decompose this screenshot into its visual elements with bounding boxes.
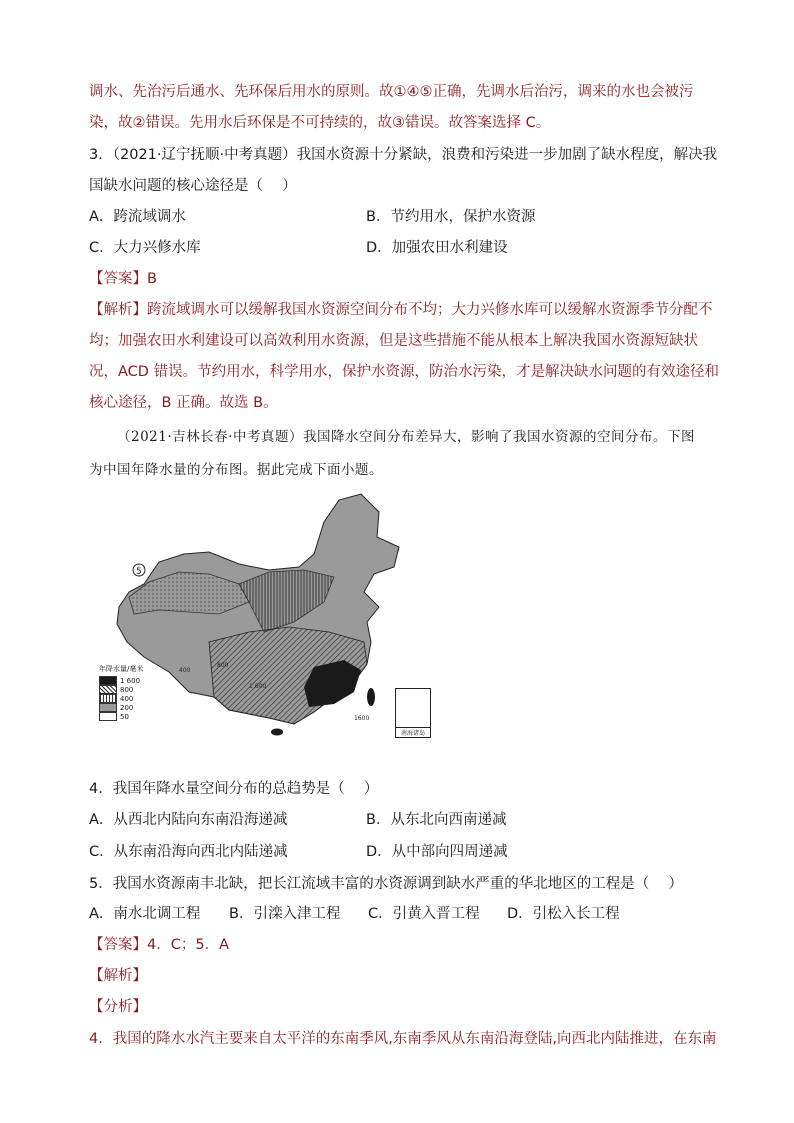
south-china-sea-inset bbox=[395, 688, 431, 738]
q3-option-c: C．大力兴修水库 bbox=[89, 240, 201, 256]
precipitation-map bbox=[99, 492, 431, 737]
map-legend bbox=[99, 664, 159, 721]
taiwan-island bbox=[367, 688, 375, 706]
legend-row bbox=[99, 676, 159, 685]
q3-option-a: A．跨流域调水 bbox=[89, 209, 186, 225]
q3-stem-line1: 3．（2021·辽宁抚顺·中考真题）我国水资源十分紧缺，浪费和污染进一步加剧了缺水程度，解决我 bbox=[89, 147, 718, 163]
legend-value: 1 600 bbox=[120, 676, 141, 685]
legend-row bbox=[99, 703, 159, 712]
q5-option-a: A．南水北调工程 bbox=[89, 906, 201, 922]
legend-value: 400 bbox=[120, 694, 134, 703]
q4-option-a: A．从西北内陆向东南沿海递减 bbox=[89, 812, 288, 828]
legend-value: 50 bbox=[120, 712, 129, 721]
contour-label: 1 600 bbox=[249, 683, 267, 690]
q4-stem: 4．我国年降水量空间分布的总趋势是（ ） bbox=[89, 781, 379, 797]
passage-line2: 为中国年降水量的分布图。据此完成下面小题。 bbox=[89, 462, 383, 478]
top-explanation-line2: 染，故②错误。先用水后环保是不可持续的，故③错误。故答案选择 C。 bbox=[89, 115, 551, 131]
q4-option-b: B．从东北向西南递减 bbox=[366, 812, 507, 828]
q3-stem-line2: 国缺水问题的核心途径是（ ） bbox=[89, 178, 297, 194]
contour-label: 400 bbox=[179, 667, 191, 674]
answers-line: 【答案】4．C；5．A bbox=[89, 937, 229, 953]
legend-swatch bbox=[99, 676, 117, 685]
legend-row bbox=[99, 712, 159, 721]
q3-answer: 【答案】B bbox=[89, 271, 157, 287]
region-marker-label: 5 bbox=[136, 567, 142, 577]
q5-stem: 5．我国水资源南丰北缺，把长江流域丰富的水资源调到缺水严重的华北地区的工程是（ ） bbox=[89, 876, 683, 892]
legend-row bbox=[99, 694, 159, 703]
legend-title: 年降水量/毫米 bbox=[99, 665, 144, 673]
q4-option-d: D．从中部向四周递减 bbox=[366, 844, 508, 860]
q3-option-d: D．加强农田水利建设 bbox=[366, 240, 508, 256]
q5-option-b: B．引滦入津工程 bbox=[229, 906, 341, 922]
hainan-island bbox=[271, 729, 283, 736]
q5-option-d: D．引松入长工程 bbox=[507, 906, 620, 922]
fenxi-heading: 【分析】 bbox=[89, 999, 147, 1015]
q3-analysis-line3: 况，ACD 错误。节约用水，科学用水，保护水资源，防治水污染，才是解决缺水问题的有效途径和 bbox=[89, 364, 720, 380]
legend-swatch bbox=[99, 685, 117, 694]
legend-row bbox=[99, 685, 159, 694]
top-explanation-line1: 调水、先治污后通水、先环保后用水的原则。故①④⑤正确，先调水后治污，调来的水也会被污 bbox=[89, 84, 694, 100]
analysis-heading: 【解析】 bbox=[89, 968, 147, 984]
legend-swatch bbox=[99, 694, 117, 703]
q3-option-b: B．节约用水，保护水资源 bbox=[366, 209, 536, 225]
q3-analysis-line2: 均；加强农田水利建设可以高效利用水资源，但是这些措施不能从根本上解决我国水资源短缺状 bbox=[89, 333, 698, 349]
legend-value: 200 bbox=[120, 703, 134, 712]
legend-swatch bbox=[99, 703, 117, 712]
contour-label: 1600 bbox=[354, 715, 370, 722]
inset-label: 南海诸岛 bbox=[396, 727, 430, 737]
q3-analysis-line4: 核心途径，B 正确。故选 B。 bbox=[89, 395, 278, 411]
q4-option-c: C．从东南沿海向西北内陆递减 bbox=[89, 844, 288, 860]
contour-label: 800 bbox=[217, 662, 229, 669]
q4-explanation: 4．我国的降水水汽主要来自太平洋的东南季风,东南季风从东南沿海登陆,向西北内陆推进，在东南 bbox=[89, 1031, 717, 1047]
q3-analysis-line1: 【解析】跨流域调水可以缓解我国水资源空间分布不均；大力兴修水库可以缓解水资源季节分配不 bbox=[89, 302, 713, 318]
passage-line1: （2021·吉林长春·中考真题）我国降水空间分布差异大，影响了我国水资源的空间分布。下图 bbox=[117, 429, 695, 445]
legend-swatch bbox=[99, 712, 117, 721]
q5-option-c: C．引黄入晋工程 bbox=[368, 906, 480, 922]
legend-value: 800 bbox=[120, 685, 134, 694]
